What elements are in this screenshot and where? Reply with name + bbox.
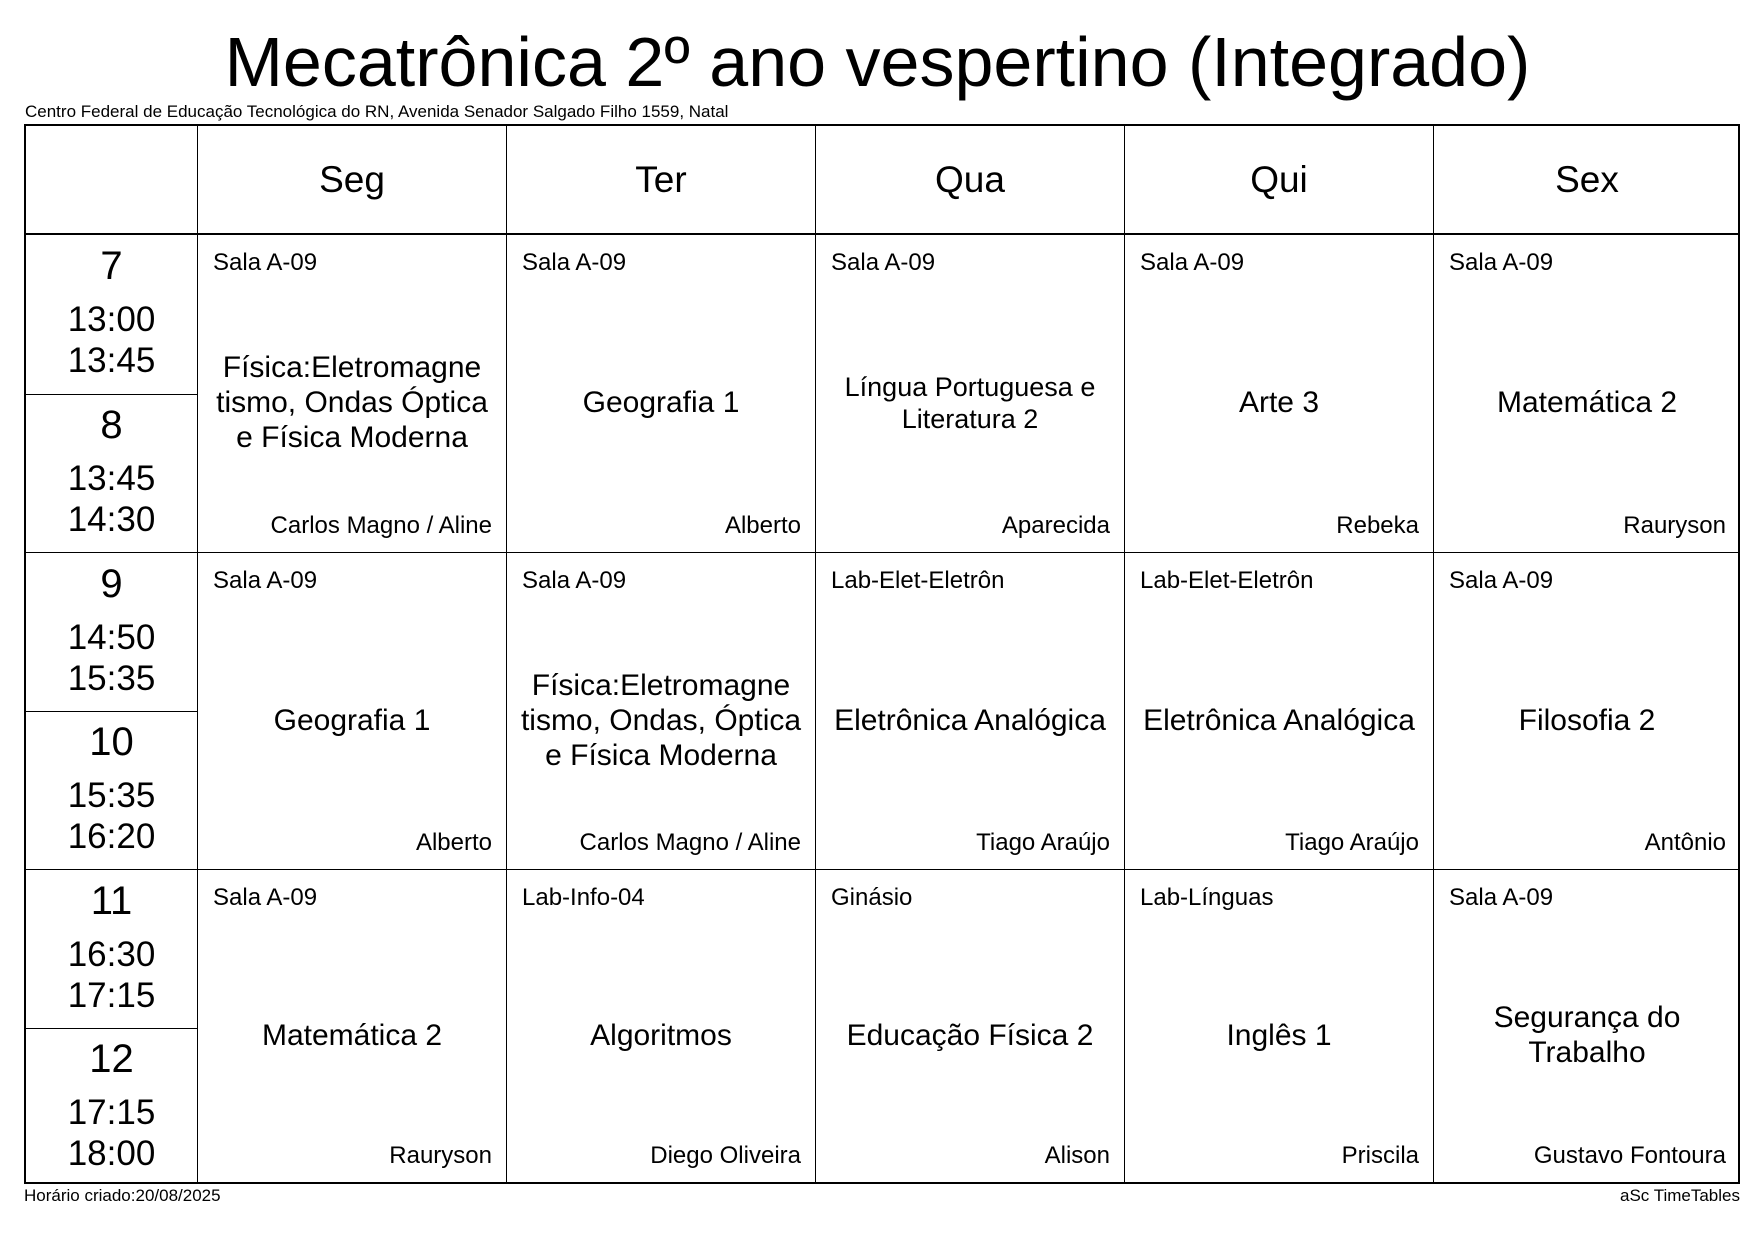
period-times bbox=[26, 1092, 197, 1174]
teacher-label: Priscila bbox=[1341, 1142, 1419, 1169]
teacher-label: Aparecida bbox=[1001, 512, 1110, 539]
subject-label: Matemática 2 bbox=[1496, 386, 1678, 419]
room-label: Ginásio bbox=[831, 884, 913, 911]
period-start: 17:15 bbox=[67, 1093, 156, 1132]
room-label: Sala A-09 bbox=[213, 567, 318, 594]
lesson-cell-ter-11-12 bbox=[506, 870, 815, 1182]
teacher-label: Rauryson bbox=[1623, 512, 1726, 539]
lesson-cell-seg-11-12 bbox=[197, 870, 506, 1182]
lesson-cell-ter-9-10 bbox=[506, 553, 815, 869]
teacher-label: Tiago Araújo bbox=[1285, 829, 1419, 856]
lesson-cell-qua-7-8 bbox=[815, 235, 1124, 552]
period-end: 18:00 bbox=[67, 1134, 156, 1173]
period-number: 11 bbox=[90, 879, 133, 923]
subject-label: Eletrônica Analógica bbox=[1143, 703, 1415, 737]
teacher-label: Carlos Magno / Aline bbox=[579, 829, 801, 856]
room-label: Lab-Línguas bbox=[1140, 884, 1274, 911]
subject-label: Física:Eletromagne tismo, Ondas Óptica e Física Moderna bbox=[216, 351, 488, 454]
period-end: 13:45 bbox=[67, 341, 156, 380]
period-end: 16:20 bbox=[67, 817, 156, 856]
teacher-label: Rebeka bbox=[1336, 512, 1419, 539]
room-label: Lab-Info-04 bbox=[522, 884, 645, 911]
lesson-cell-qua-11-12 bbox=[815, 870, 1124, 1182]
period-end: 14:30 bbox=[67, 500, 156, 539]
subject-label: Segurança do Trabalho bbox=[1493, 1001, 1681, 1069]
room-label: Sala A-09 bbox=[1140, 249, 1245, 276]
period-10 bbox=[26, 711, 197, 870]
lesson-cell-qui-11-12 bbox=[1124, 870, 1433, 1182]
subject-label: Física:Eletromagne tismo, Ondas, Óptica e Física Moderna bbox=[520, 668, 802, 772]
period-11 bbox=[26, 870, 197, 1029]
lesson-cell-seg-7-8 bbox=[197, 235, 506, 552]
period-start: 13:45 bbox=[67, 459, 156, 498]
period-end: 15:35 bbox=[67, 659, 156, 698]
room-label: Sala A-09 bbox=[213, 249, 318, 276]
lesson-cell-ter-7-8 bbox=[506, 235, 815, 552]
teacher-label: Alberto bbox=[415, 829, 492, 856]
period-number: 7 bbox=[100, 244, 123, 288]
lesson-cell-qua-9-10 bbox=[815, 553, 1124, 869]
teacher-label: Tiago Araújo bbox=[976, 829, 1110, 856]
room-label: Sala A-09 bbox=[1449, 884, 1554, 911]
day-header-sex: Sex bbox=[1433, 126, 1740, 233]
day-header-seg: Seg bbox=[197, 126, 506, 233]
period-number: 8 bbox=[100, 403, 123, 447]
room-label: Lab-Elet-Eletrôn bbox=[831, 567, 1005, 594]
subject-label: Geografia 1 bbox=[582, 386, 740, 419]
period-start: 15:35 bbox=[67, 776, 156, 815]
period-times bbox=[26, 458, 197, 540]
room-label: Lab-Elet-Eletrôn bbox=[1140, 567, 1314, 594]
period-times bbox=[26, 775, 197, 857]
lesson-cell-sex-11-12 bbox=[1433, 870, 1740, 1182]
day-header-ter: Ter bbox=[506, 126, 815, 233]
subject-label: Geografia 1 bbox=[273, 703, 431, 737]
lesson-cell-sex-7-8 bbox=[1433, 235, 1740, 552]
created-date: Horário criado:20/08/2025 bbox=[24, 1186, 221, 1205]
timetable-grid bbox=[24, 124, 1740, 1184]
subject-label: Língua Portuguesa e Literatura 2 bbox=[844, 371, 1096, 434]
period-start: 16:30 bbox=[67, 935, 156, 974]
page-title: Mecatrônica 2º ano vespertino (Integrado) bbox=[224, 23, 1531, 101]
period-number: 12 bbox=[89, 1037, 134, 1081]
teacher-label: Diego Oliveira bbox=[650, 1142, 801, 1169]
period-start: 14:50 bbox=[67, 618, 156, 657]
room-label: Sala A-09 bbox=[1449, 249, 1554, 276]
period-times bbox=[26, 299, 197, 381]
subject-label: Matemática 2 bbox=[261, 1018, 443, 1052]
room-label: Sala A-09 bbox=[213, 884, 318, 911]
period-8 bbox=[26, 394, 197, 553]
day-header-qua: Qua bbox=[815, 126, 1124, 233]
subject-label: Algoritmos bbox=[590, 1018, 732, 1052]
room-label: Sala A-09 bbox=[831, 249, 936, 276]
lesson-cell-qui-9-10 bbox=[1124, 553, 1433, 869]
lesson-cell-seg-9-10 bbox=[197, 553, 506, 869]
subject-label: Eletrônica Analógica bbox=[834, 703, 1106, 737]
period-9 bbox=[26, 553, 197, 712]
room-label: Sala A-09 bbox=[522, 567, 627, 594]
period-7 bbox=[26, 235, 197, 394]
period-number: 10 bbox=[89, 720, 134, 764]
lesson-cell-sex-9-10 bbox=[1433, 553, 1740, 869]
room-label: Sala A-09 bbox=[1449, 567, 1554, 594]
teacher-label: Gustavo Fontoura bbox=[1533, 1142, 1726, 1169]
teacher-label: Rauryson bbox=[389, 1142, 492, 1169]
school-address: Centro Federal de Educação Tecnológica do RN, Avenida Senador Salgado Filho 1559, Natal bbox=[25, 102, 729, 121]
period-times bbox=[26, 934, 197, 1016]
lesson-cell-qui-7-8 bbox=[1124, 235, 1433, 552]
teacher-label: Alison bbox=[1044, 1142, 1110, 1169]
room-label: Sala A-09 bbox=[522, 249, 627, 276]
teacher-label: Antônio bbox=[1644, 829, 1726, 856]
period-12 bbox=[26, 1028, 197, 1182]
subject-label: Inglês 1 bbox=[1226, 1018, 1332, 1052]
period-times bbox=[26, 617, 197, 699]
subject-label: Arte 3 bbox=[1238, 386, 1320, 419]
teacher-label: Alberto bbox=[724, 512, 801, 539]
subject-label: Filosofia 2 bbox=[1518, 703, 1656, 737]
period-end: 17:15 bbox=[67, 976, 156, 1015]
subject-label: Educação Física 2 bbox=[846, 1018, 1094, 1052]
day-header-qui: Qui bbox=[1124, 126, 1433, 233]
period-number: 9 bbox=[100, 562, 123, 606]
period-start: 13:00 bbox=[67, 300, 156, 339]
teacher-label: Carlos Magno / Aline bbox=[270, 512, 492, 539]
software-credit: aSc TimeTables bbox=[1620, 1186, 1740, 1205]
